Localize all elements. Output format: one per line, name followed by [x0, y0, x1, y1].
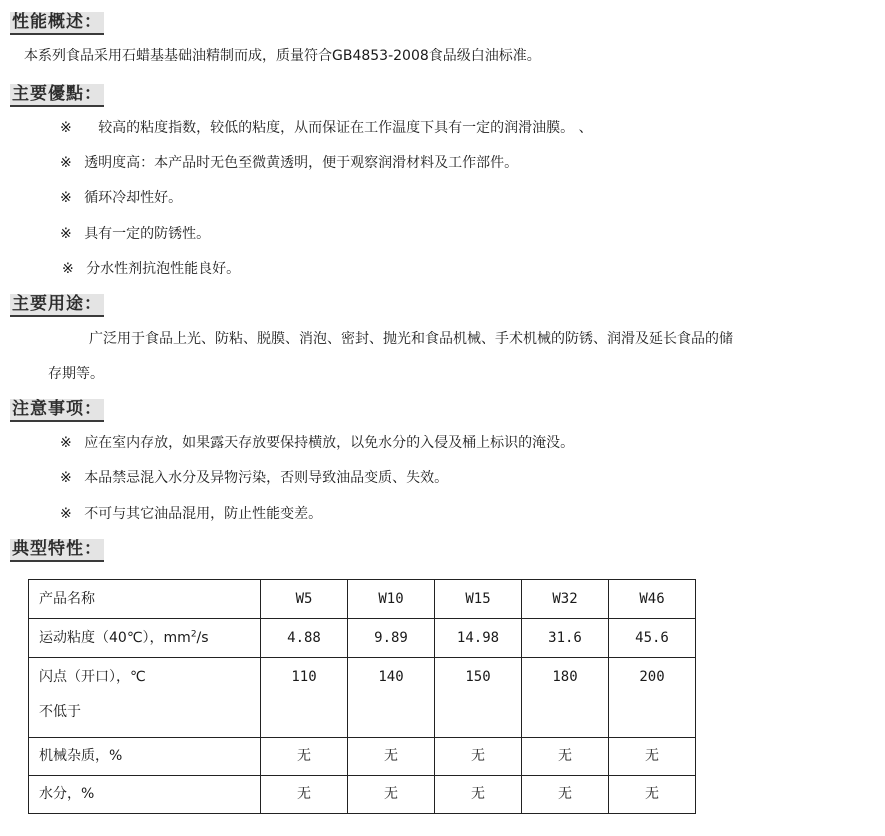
- table-cell: 9.89: [348, 619, 435, 658]
- table-header-grade: W5: [261, 580, 348, 619]
- reference-mark-icon: ※: [62, 261, 74, 277]
- row-label-subtext: 不低于: [39, 704, 81, 720]
- table-row: [29, 738, 696, 776]
- reference-mark-icon: ※: [60, 155, 72, 171]
- note-item: [60, 504, 322, 524]
- advantage-item-text: 循环冷却性好。: [84, 190, 183, 206]
- table-cell: 31.6: [522, 619, 609, 658]
- uses-text-line2: 存期等。: [48, 366, 104, 382]
- section-heading-typical: 典型特性：: [10, 539, 104, 562]
- table-cell: 200: [609, 658, 696, 738]
- table-cell: 150: [435, 658, 522, 738]
- reference-mark-icon: ※: [60, 120, 72, 136]
- advantage-item: [60, 224, 210, 244]
- reference-mark-icon: ※: [60, 226, 72, 242]
- advantage-item-text: 较高的粘度指数，较低的粘度，从而保证在工作温度下具有一定的润滑油膜。 、: [98, 120, 593, 136]
- table-cell: 无: [261, 776, 348, 814]
- section-heading-overview: 性能概述：: [10, 12, 104, 35]
- typical-properties-table: [28, 579, 696, 814]
- row-label-text: 闪点（开口），℃: [39, 669, 146, 685]
- overview-text: 本系列食品采用石蜡基基础油精制而成，质量符合GB4853-2008食品级白油标准。: [24, 48, 541, 64]
- advantage-item-text: 分水性剂抗泡性能良好。: [86, 261, 241, 277]
- table-row: [29, 776, 696, 814]
- reference-mark-icon: ※: [60, 506, 72, 522]
- advantage-item: [60, 118, 593, 138]
- table-cell: 无: [609, 738, 696, 776]
- table-header-grade: W46: [609, 580, 696, 619]
- advantage-item: [62, 259, 240, 279]
- table-cell: 140: [348, 658, 435, 738]
- row-label-viscosity: [29, 619, 261, 658]
- row-label-unit-tail: /s: [196, 630, 209, 646]
- table-cell: 无: [522, 738, 609, 776]
- table-header-row: [29, 580, 696, 619]
- reference-mark-icon: ※: [60, 190, 72, 206]
- table-cell: 14.98: [435, 619, 522, 658]
- section-heading-notes: 注意事项：: [10, 399, 104, 422]
- table-cell: 180: [522, 658, 609, 738]
- table-header-name: 产品名称: [29, 580, 261, 619]
- table-cell: 110: [261, 658, 348, 738]
- section-heading-advantages: 主要優點：: [10, 84, 104, 107]
- table-header-grade: W10: [348, 580, 435, 619]
- table-cell: 无: [348, 776, 435, 814]
- row-label-flash-point: [29, 658, 261, 738]
- advantage-item: [60, 188, 182, 208]
- table-header-grade: W15: [435, 580, 522, 619]
- reference-mark-icon: ※: [60, 470, 72, 486]
- row-label-text: 运动粘度（40℃），mm: [39, 630, 191, 646]
- note-item-text: 不可与其它油品混用，防止性能变差。: [84, 506, 323, 522]
- advantage-item-text: 透明度高：本产品时无色至微黄透明，便于观察润滑材料及工作部件。: [84, 155, 519, 171]
- table-cell: 无: [609, 776, 696, 814]
- reference-mark-icon: ※: [60, 435, 72, 451]
- table-row: [29, 619, 696, 658]
- row-label-superscript: 2: [190, 629, 197, 640]
- note-item-text: 本品禁忌混入水分及异物污染，否则导致油品变质、失效。: [84, 470, 449, 486]
- table-cell: 无: [522, 776, 609, 814]
- table-header-grade: W32: [522, 580, 609, 619]
- table-row: [29, 658, 696, 738]
- table-cell: 无: [348, 738, 435, 776]
- note-item: [60, 468, 448, 488]
- section-heading-uses: 主要用途：: [10, 294, 104, 317]
- note-item-text: 应在室内存放，如果露天存放要保持横放，以免水分的入侵及桶上标识的淹没。: [84, 435, 575, 451]
- row-label-impurities: 机械杂质，%: [29, 738, 261, 776]
- row-label-water: 水分，%: [29, 776, 261, 814]
- advantage-item-text: 具有一定的防锈性。: [84, 226, 211, 242]
- table-cell: 无: [435, 776, 522, 814]
- table-cell: 无: [435, 738, 522, 776]
- uses-text-line1: 广泛用于食品上光、防粘、脱膜、消泡、密封、抛光和食品机械、手术机械的防锈、润滑及延长食品的储: [89, 331, 733, 347]
- note-item: [60, 433, 574, 453]
- table-cell: 4.88: [261, 619, 348, 658]
- table-cell: 45.6: [609, 619, 696, 658]
- advantage-item: [60, 153, 518, 173]
- table-cell: 无: [261, 738, 348, 776]
